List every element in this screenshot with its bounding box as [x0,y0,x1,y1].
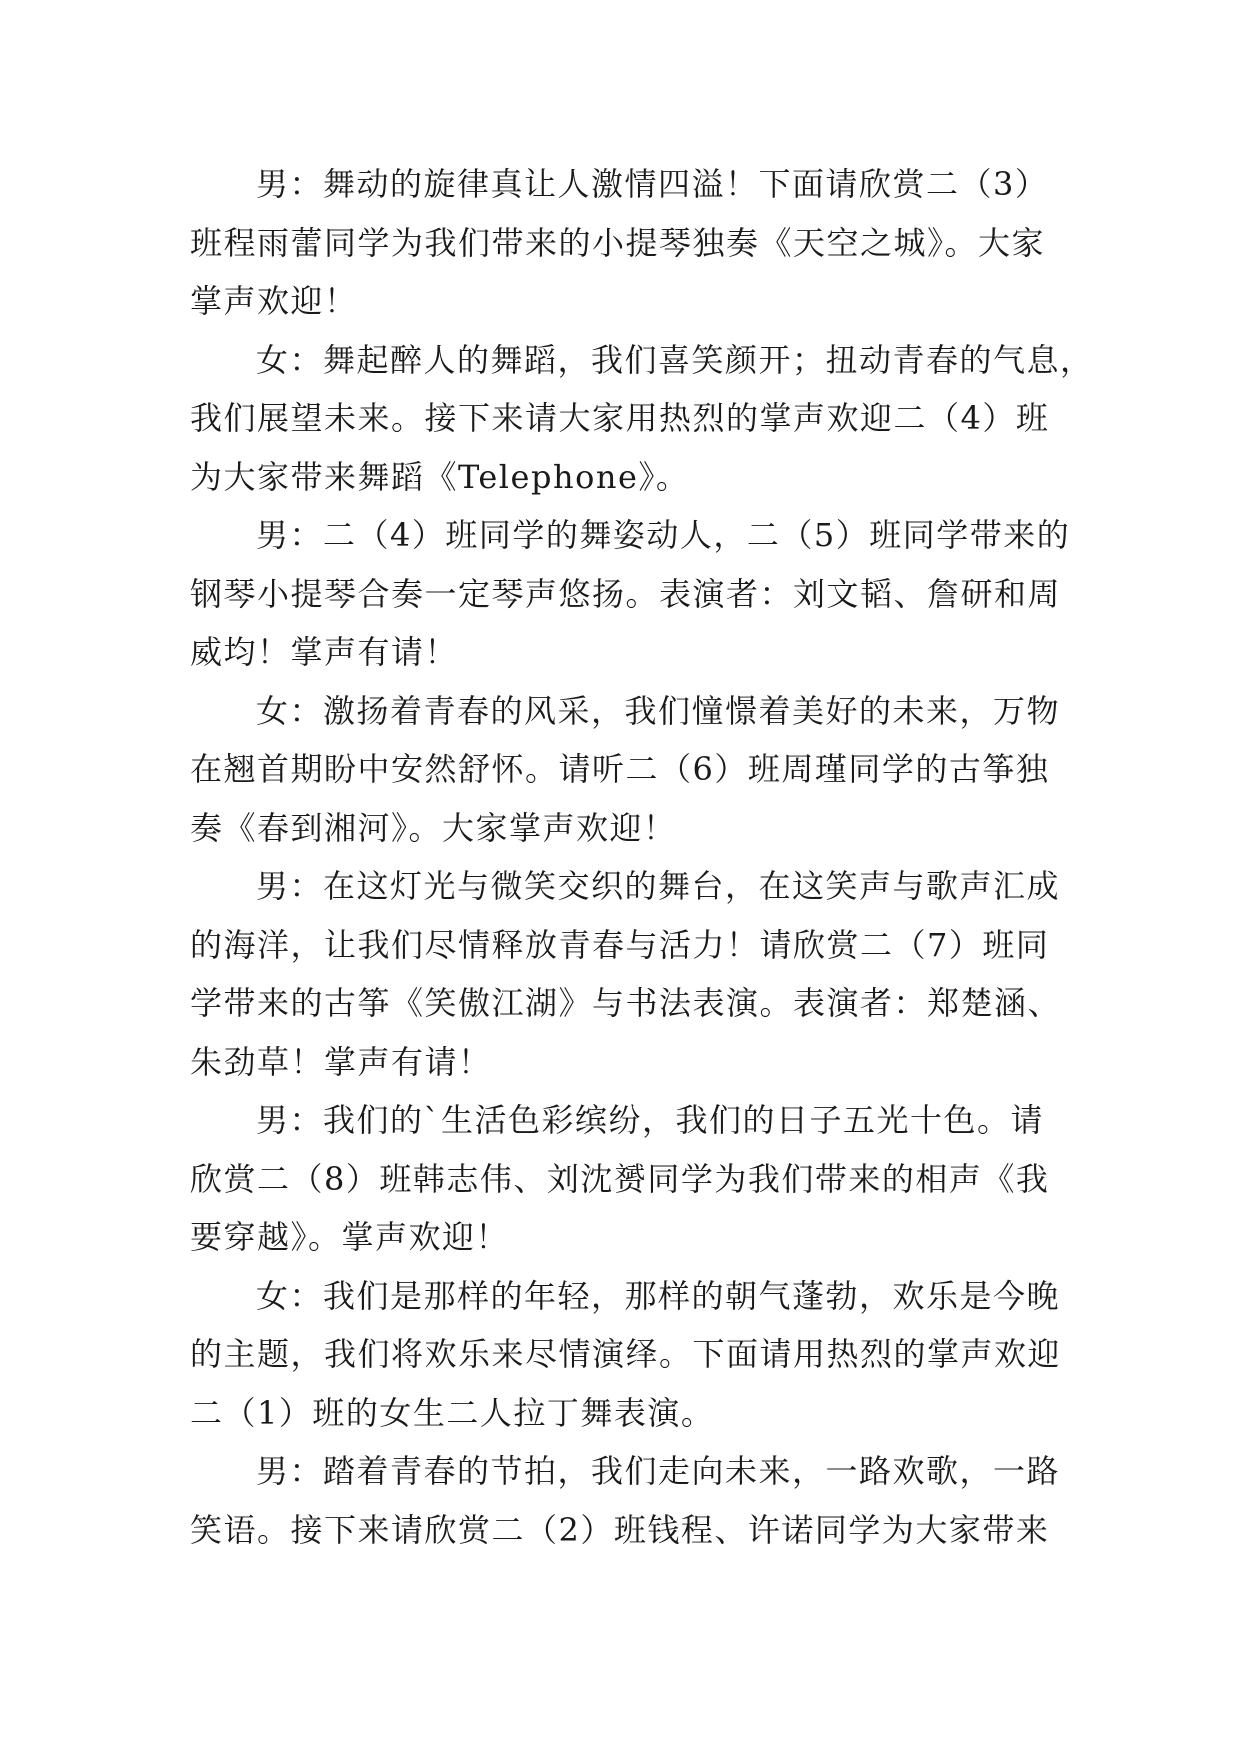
text-line: 班程雨蕾同学为我们带来的小提琴独奏《天空之城》。大家 [190,223,1046,262]
text-line: 女：舞起醉人的舞蹈，我们喜笑颜开；扭动青春的气息， [256,340,1094,379]
text-line: 男：在这灯光与微笑交织的舞台，在这笑声与歌声汇成 [256,867,1061,905]
text-line: 威均！掌声有请！ [190,633,459,671]
text-line: 男：舞动的旋律真让人激情四溢！下面请欣赏二（3） [256,165,1049,203]
document-body [190,155,1094,1559]
text-line: 为大家带来舞蹈《Telephone》。 [190,457,690,496]
text-line: 欣赏二（8）班韩志伟、刘沈赟同学为我们带来的相声《我 [190,1159,1050,1198]
text-line: 奏《春到湘河》。大家掌声欢迎！ [190,808,677,847]
text-line: 的海洋，让我们尽情释放青春与活力！请欣赏二（7）班同 [190,925,1050,964]
text-line: 男：我们的`生活色彩缤纷，我们的日子五光十色。请 [256,1101,1045,1139]
text-line: 朱劲草！掌声有请！ [190,1042,492,1081]
text-line: 要穿越》。掌声欢迎！ [190,1218,510,1256]
text-line: 我们展望未来。接下来请大家用热烈的掌声欢迎二（4）班 [190,399,1050,437]
text-line: 男：二（4）班同学的舞姿动人，二（5）班同学带来的 [256,516,1071,554]
text-line: 掌声欢迎！ [190,282,358,320]
text-line: 笑语。接下来请欣赏二（2）班钱程、许诺同学为大家带来 [190,1510,1050,1549]
text-line: 学带来的古筝《笑傲江湖》与书法表演。表演者：郑楚涵、 [190,984,1062,1022]
text-line: 男：踏着青春的节拍，我们走向未来，一路欢歌，一路 [256,1452,1061,1490]
text-line: 二（1）班的女生二人拉丁舞表演。 [190,1393,715,1432]
text-line: 的主题，我们将欢乐来尽情演绎。下面请用热烈的掌声欢迎 [190,1335,1062,1373]
text-line: 在翘首期盼中安然舒怀。请听二（6）班周瑾同学的古筝独 [190,750,1050,788]
text-line: 女：我们是那样的年轻，那样的朝气蓬勃，欢乐是今晚 [256,1276,1061,1315]
text-line: 钢琴小提琴合奏一定琴声悠扬。表演者：刘文韬、詹研和周 [190,574,1062,613]
text-line: 女：激扬着青春的风采，我们憧憬着美好的未来，万物 [256,691,1061,730]
